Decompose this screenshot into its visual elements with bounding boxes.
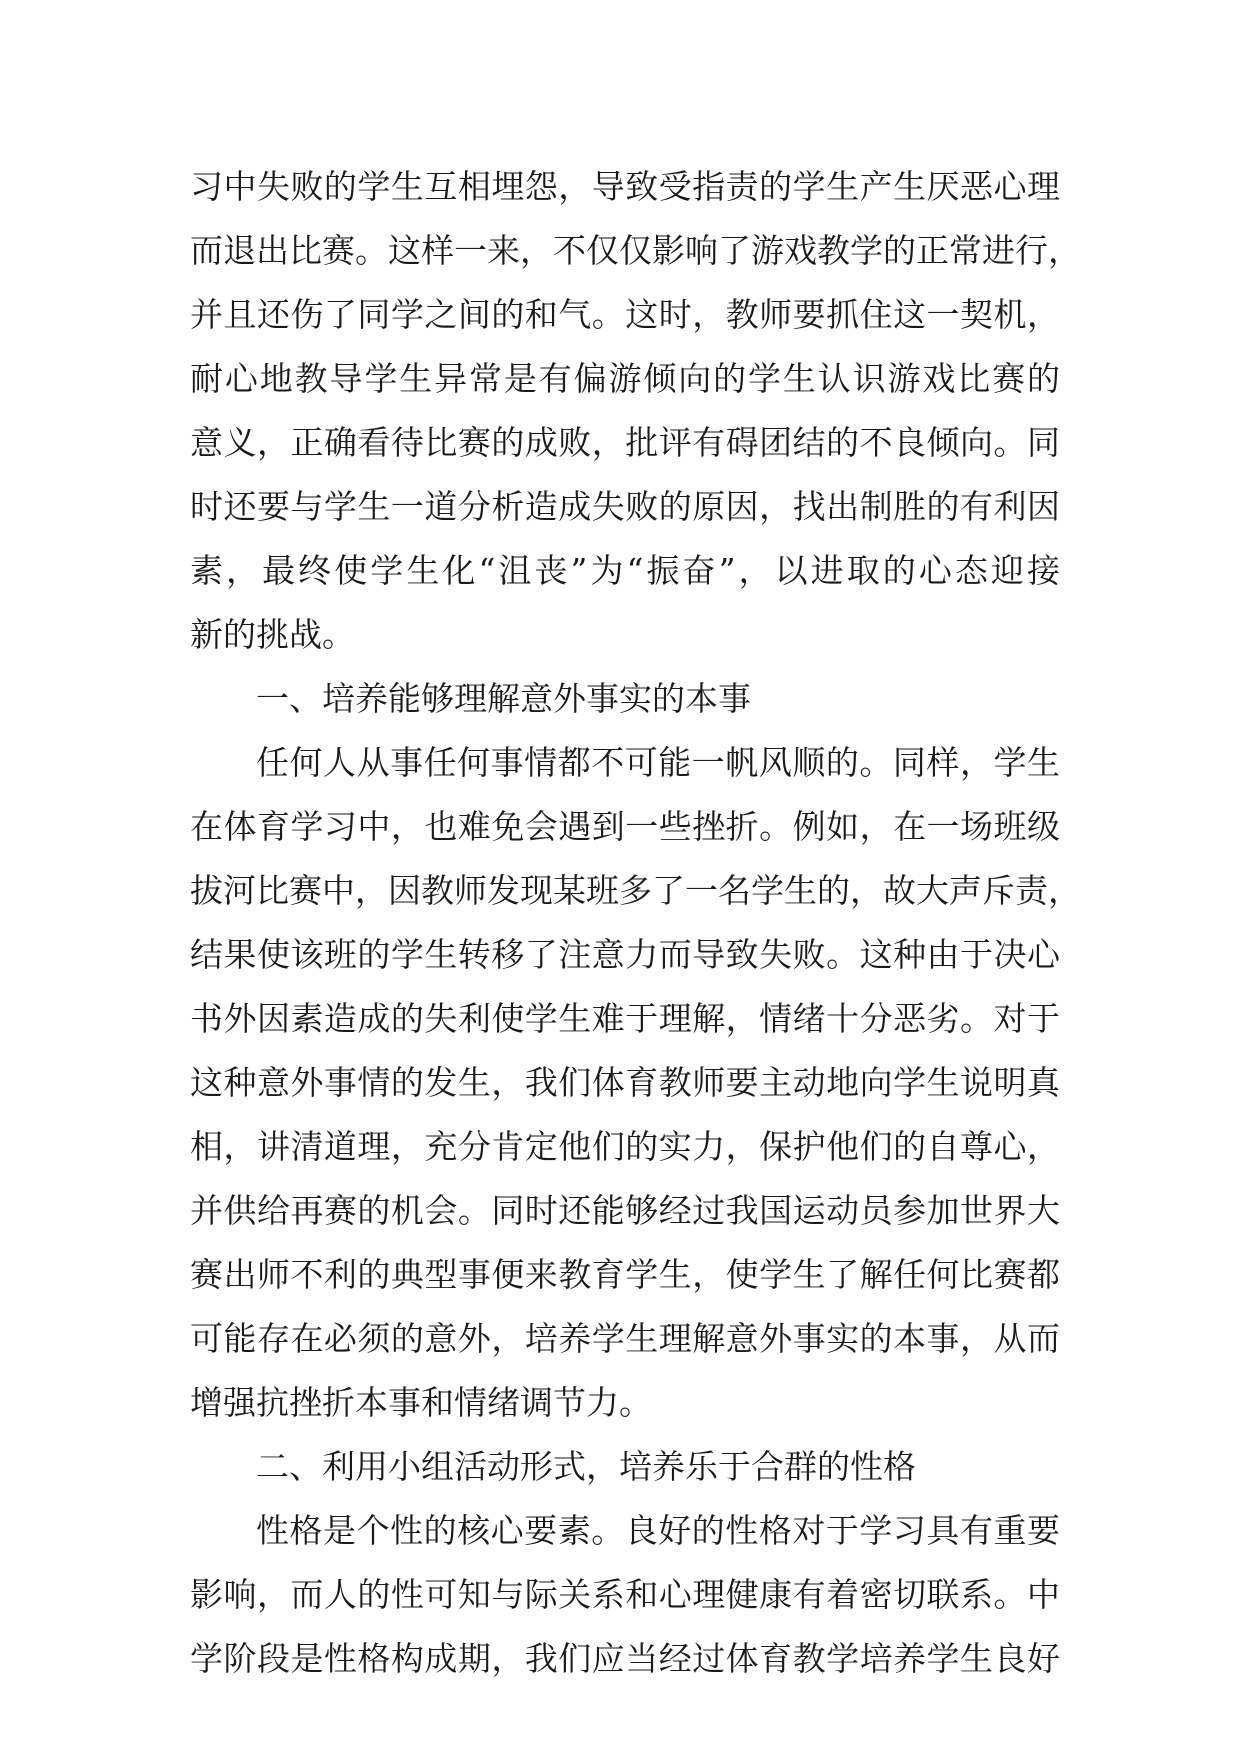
text-line: 在体育学习中，也难免会遇到一些挫折。例如，在一场班级	[190, 807, 1060, 846]
section-heading: 一、培养能够理解意外事实的本事	[256, 679, 751, 718]
text-line: 书外因素造成的失利使学生难于理解，情绪十分恶劣。对于	[190, 999, 1060, 1038]
text-line: 并且还伤了同学之间的和气。这时，教师要抓住这一契机，	[190, 295, 1060, 334]
text-line: 习中失败的学生互相埋怨，导致受指责的学生产生厌恶心理	[190, 167, 1060, 206]
text-line: 学阶段是性格构成期，我们应当经过体育教学培养学生良好	[190, 1639, 1060, 1678]
text-line: 这种意外事情的发生，我们体育教师要主动地向学生说明真	[190, 1063, 1060, 1102]
text-line: 结果使该班的学生转移了注意力而导致失败。这种由于决心	[190, 935, 1060, 974]
text-line: 赛出师不利的典型事便来教育学生，使学生了解任何比赛都	[190, 1255, 1060, 1294]
text-line: 相，讲清道理，充分肯定他们的实力，保护他们的自尊心，	[190, 1127, 1060, 1166]
text-line: 影响，而人的性可知与际关系和心理健康有着密切联系。中	[190, 1575, 1060, 1614]
text-line: 意义，正确看待比赛的成败，批评有碍团结的不良倾向。同	[190, 423, 1060, 462]
text-line: 任何人从事任何事情都不可能一帆风顺的。同样，学生	[256, 743, 1060, 782]
text-line: 耐心地教导学生异常是有偏游倾向的学生认识游戏比赛的	[190, 359, 1060, 398]
text-line: 拔河比赛中，因教师发现某班多了一名学生的，故大声斥责，	[190, 871, 1081, 910]
text-line: 而退出比赛。这样一来，不仅仅影响了游戏教学的正常进行，	[190, 231, 1081, 270]
section-heading: 二、利用小组活动形式，培养乐于合群的性格	[256, 1447, 916, 1486]
text-line: 并供给再赛的机会。同时还能够经过我国运动员参加世界大	[190, 1191, 1060, 1230]
text-line: 时还要与学生一道分析造成失败的原因，找出制胜的有利因	[190, 487, 1060, 526]
text-line: 新的挑战。	[190, 615, 355, 654]
text-line: 增强抗挫折本事和情绪调节力。	[190, 1383, 652, 1422]
text-line: 性格是个性的核心要素。良好的性格对于学习具有重要	[256, 1511, 1060, 1550]
document-page	[190, 155, 1081, 1691]
text-line: 可能存在必须的意外，培养学生理解意外事实的本事，从而	[190, 1319, 1060, 1358]
text-line: 素，最终使学生化“沮丧”为“振奋”，以进取的心态迎接	[190, 551, 1060, 590]
